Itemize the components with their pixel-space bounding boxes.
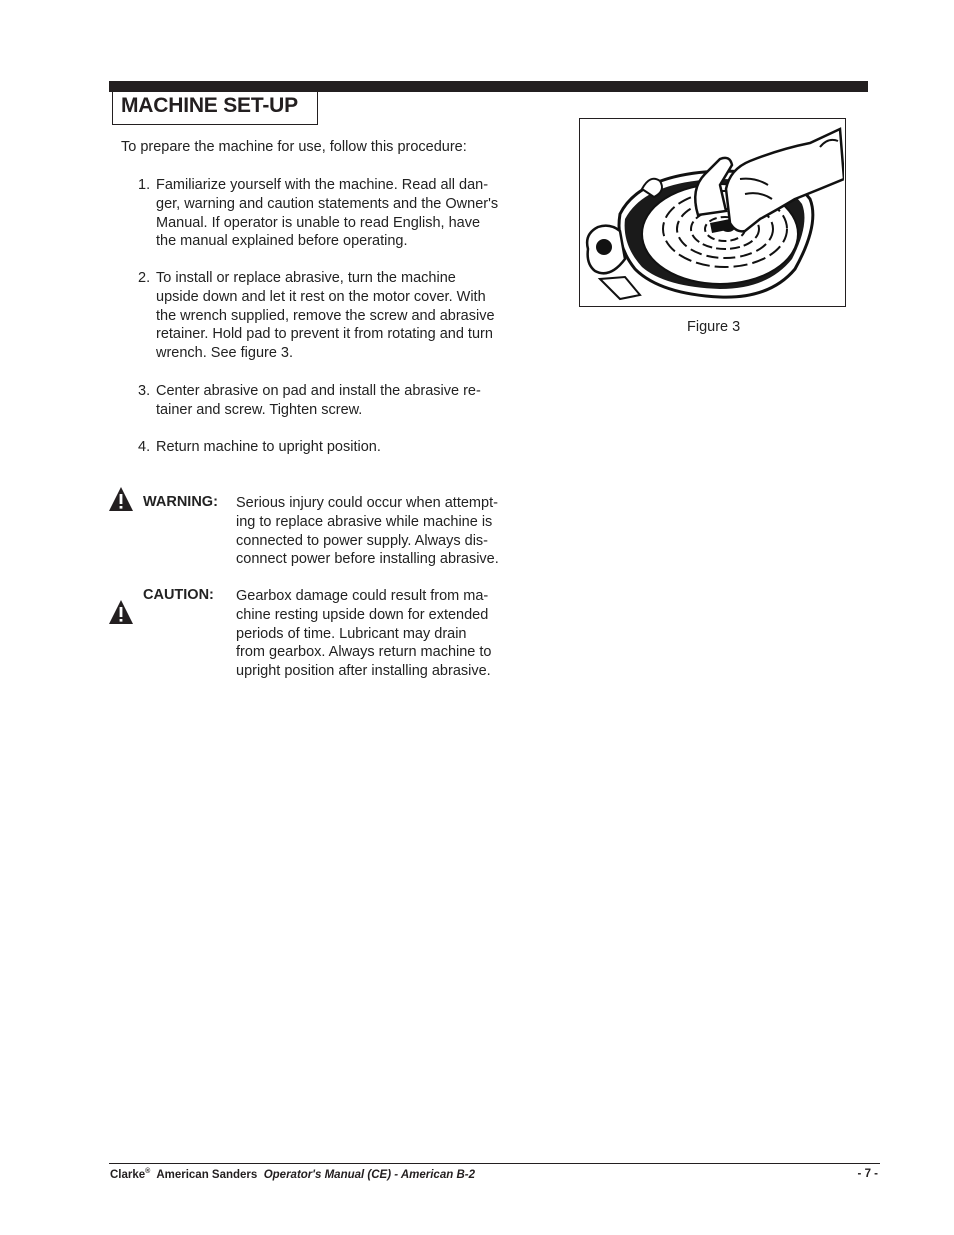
intro-text: To prepare the machine for use, follow this procedure: bbox=[121, 139, 467, 155]
footer-brand: Clarke bbox=[110, 1168, 146, 1181]
page-title: MACHINE SET-UP bbox=[121, 94, 298, 117]
footer-company: American Sanders bbox=[156, 1168, 258, 1181]
step-number: 1. bbox=[138, 177, 151, 193]
caution-text: Gearbox damage could result from ma- chine resting upside down for extended periods of time. Lubricant may drain from gearbox. Always return machine to upright position after installing abrasive. bbox=[236, 588, 492, 680]
warning-text: Serious injury could occur when attempt- ing to replace abrasive while machine is connected to power supply. Always dis- connect power before installing abrasive. bbox=[236, 495, 499, 568]
sander-pad-drawing bbox=[580, 119, 844, 305]
step-text: To install or replace abrasive, turn the machine upside down and let it rest on the motor cover. With the wrench supplied, remove the screw and abrasive retainer. Hold pad to prevent it from rotating and turn wrench. See figure 3. bbox=[156, 270, 495, 362]
step-number: 2. bbox=[138, 270, 151, 286]
step-text: Familiarize yourself with the machine. Read all dan- ger, warning and caution statements and the Owner's Manual. If operator is unable to read English, have the manual explained before operating. bbox=[156, 177, 499, 250]
footer-text bbox=[110, 1168, 475, 1181]
page-number: - 7 - bbox=[857, 1168, 878, 1180]
warning-triangle-icon bbox=[108, 486, 134, 512]
step-text: Center abrasive on pad and install the abrasive re- tainer and screw. Tighten screw. bbox=[156, 383, 481, 418]
registered-mark: ® bbox=[145, 1168, 151, 1175]
step-number: 4. bbox=[138, 439, 151, 455]
caution-label: CAUTION: bbox=[143, 587, 214, 603]
warning-label: WARNING: bbox=[143, 494, 218, 510]
step-number: 3. bbox=[138, 383, 151, 399]
figure-3-illustration bbox=[579, 118, 846, 307]
warning-triangle-icon bbox=[108, 599, 134, 625]
figure-caption: Figure 3 bbox=[687, 319, 741, 335]
step-text: Return machine to upright position. bbox=[156, 439, 381, 455]
footer-rule bbox=[109, 1163, 880, 1164]
footer-manual-title: Operator's Manual (CE) - American B-2 bbox=[263, 1168, 475, 1181]
